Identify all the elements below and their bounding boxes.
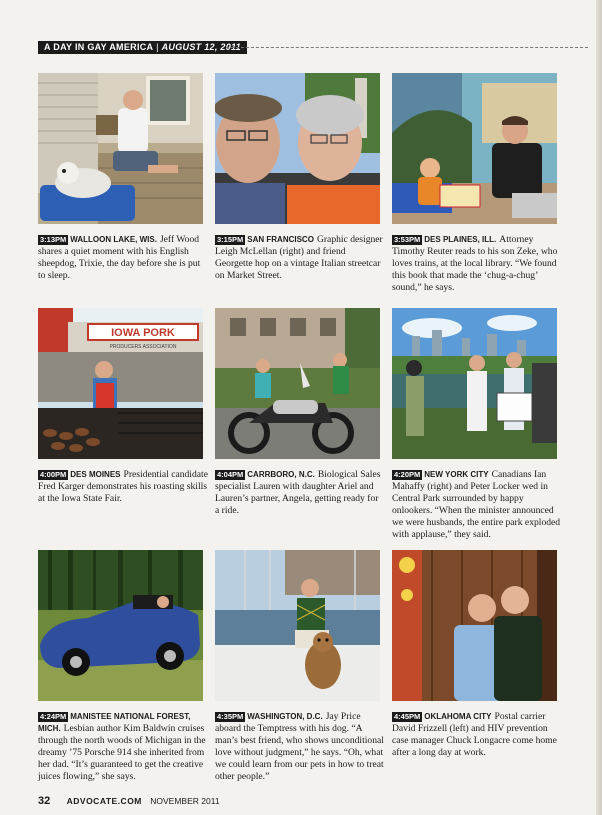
photo-oklahoma-city xyxy=(392,550,557,701)
caption-des-plaines xyxy=(392,234,562,294)
photo-des-plaines xyxy=(392,73,557,224)
photo-new-york-city xyxy=(392,308,557,459)
caption-text: Jay Price aboard the Temptress with his dog. “A man’s best friend, who shows unconditional love without judgment,” he says. “Oh, what we could learn from our pets in how to treat other people.” xyxy=(215,711,384,782)
header-date: AUGUST 12, 2011 xyxy=(161,42,241,52)
time-badge: 3:15PM xyxy=(217,235,244,244)
caption-text: Jeff Wood shares a quiet moment with his English sheepdog, Trixie, the day before she is put to sleep. xyxy=(38,234,201,281)
header-kicker: A DAY IN GAY AMERICA xyxy=(44,42,154,52)
page-number: 32 xyxy=(38,795,51,807)
time-badge: 3:53PM xyxy=(394,235,421,244)
caption-walloon-lake xyxy=(38,234,208,282)
caption-place: MANISTEE NATIONAL FOREST, MICH. xyxy=(38,712,191,733)
photo-manistee-forest xyxy=(38,550,203,701)
caption-text: Lesbian author Kim Baldwin cruises through the north woods of Michigan in the dreamy ’75 Porsche 914 she inherited from her dad. “It’s guaranteed to get the creative juices flowing,” she says. xyxy=(38,723,206,782)
time-badge: 4:04PM xyxy=(217,470,244,479)
caption-carrboro xyxy=(215,469,385,517)
footer-issue: NOVEMBER 2011 xyxy=(150,796,220,806)
caption-manistee-forest xyxy=(38,711,208,783)
caption-text: Graphic designer Leigh McLellan (right) and friend Georgette hop on a vintage Italian streetcar on Market Street. xyxy=(215,234,383,281)
photo-san-francisco xyxy=(215,73,380,224)
photo-washington-dc xyxy=(215,550,380,701)
pork-sign-subtext: PRODUCERS ASSOCIATION xyxy=(109,344,177,350)
header-rule xyxy=(226,47,588,48)
caption-text: Postal carrier David Frizzell (left) and HIV prevention case manager Chuck Longacre come home after a long day at work. xyxy=(392,711,557,758)
pork-sign-text: IOWA PORK xyxy=(111,327,175,339)
caption-text: Attorney Timothy Reuter reads to his son Zeke, who loves trains, at the local library. “We found this book that made the ‘chug-a-chug’ sound,” he says. xyxy=(392,234,558,293)
caption-san-francisco xyxy=(215,234,385,282)
time-badge: 4:35PM xyxy=(217,712,244,721)
caption-place: WASHINGTON, D.C. xyxy=(247,712,323,721)
caption-oklahoma-city xyxy=(392,711,562,759)
caption-place: NEW YORK CITY xyxy=(424,470,489,479)
caption-text: Canadians Ian Mahaffy (right) and Peter Locker wed in Central Park surrounded by happy onlookers. “When the minister announced we were husbands, the entire park exploded with applause,” they said. xyxy=(392,469,561,540)
page-footer xyxy=(38,795,220,807)
caption-place: DES MOINES xyxy=(70,470,121,479)
photo-carrboro xyxy=(215,308,380,459)
photo-des-moines xyxy=(38,308,203,459)
caption-des-moines xyxy=(38,469,208,505)
time-badge: 4:45PM xyxy=(394,712,421,721)
time-badge: 3:13PM xyxy=(40,235,67,244)
footer-site: ADVOCATE.COM xyxy=(66,796,142,806)
caption-new-york-city xyxy=(392,469,562,541)
caption-text: Biological Sales specialist Lauren with daughter Ariel and Lauren’s partner, Angela, getting ready for a ride. xyxy=(215,469,381,516)
page-edge xyxy=(596,0,602,815)
caption-place: WALLOON LAKE, WIS. xyxy=(70,235,157,244)
time-badge: 4:00PM xyxy=(40,470,67,479)
header-separator: | xyxy=(156,42,159,52)
time-badge: 4:24PM xyxy=(40,712,67,721)
section-header xyxy=(38,41,247,54)
caption-place: CARRBORO, N.C. xyxy=(247,470,315,479)
time-badge: 4:20PM xyxy=(394,470,421,479)
caption-washington-dc xyxy=(215,711,385,783)
photo-walloon-lake xyxy=(38,73,203,224)
caption-place: OKLAHOMA CITY xyxy=(424,712,492,721)
caption-place: DES PLAINES, ILL. xyxy=(424,235,497,244)
caption-place: SAN FRANCISCO xyxy=(247,235,314,244)
caption-text: Presidential candidate Fred Karger demonstrates his roasting skills at the Iowa State Fair. xyxy=(38,469,208,504)
